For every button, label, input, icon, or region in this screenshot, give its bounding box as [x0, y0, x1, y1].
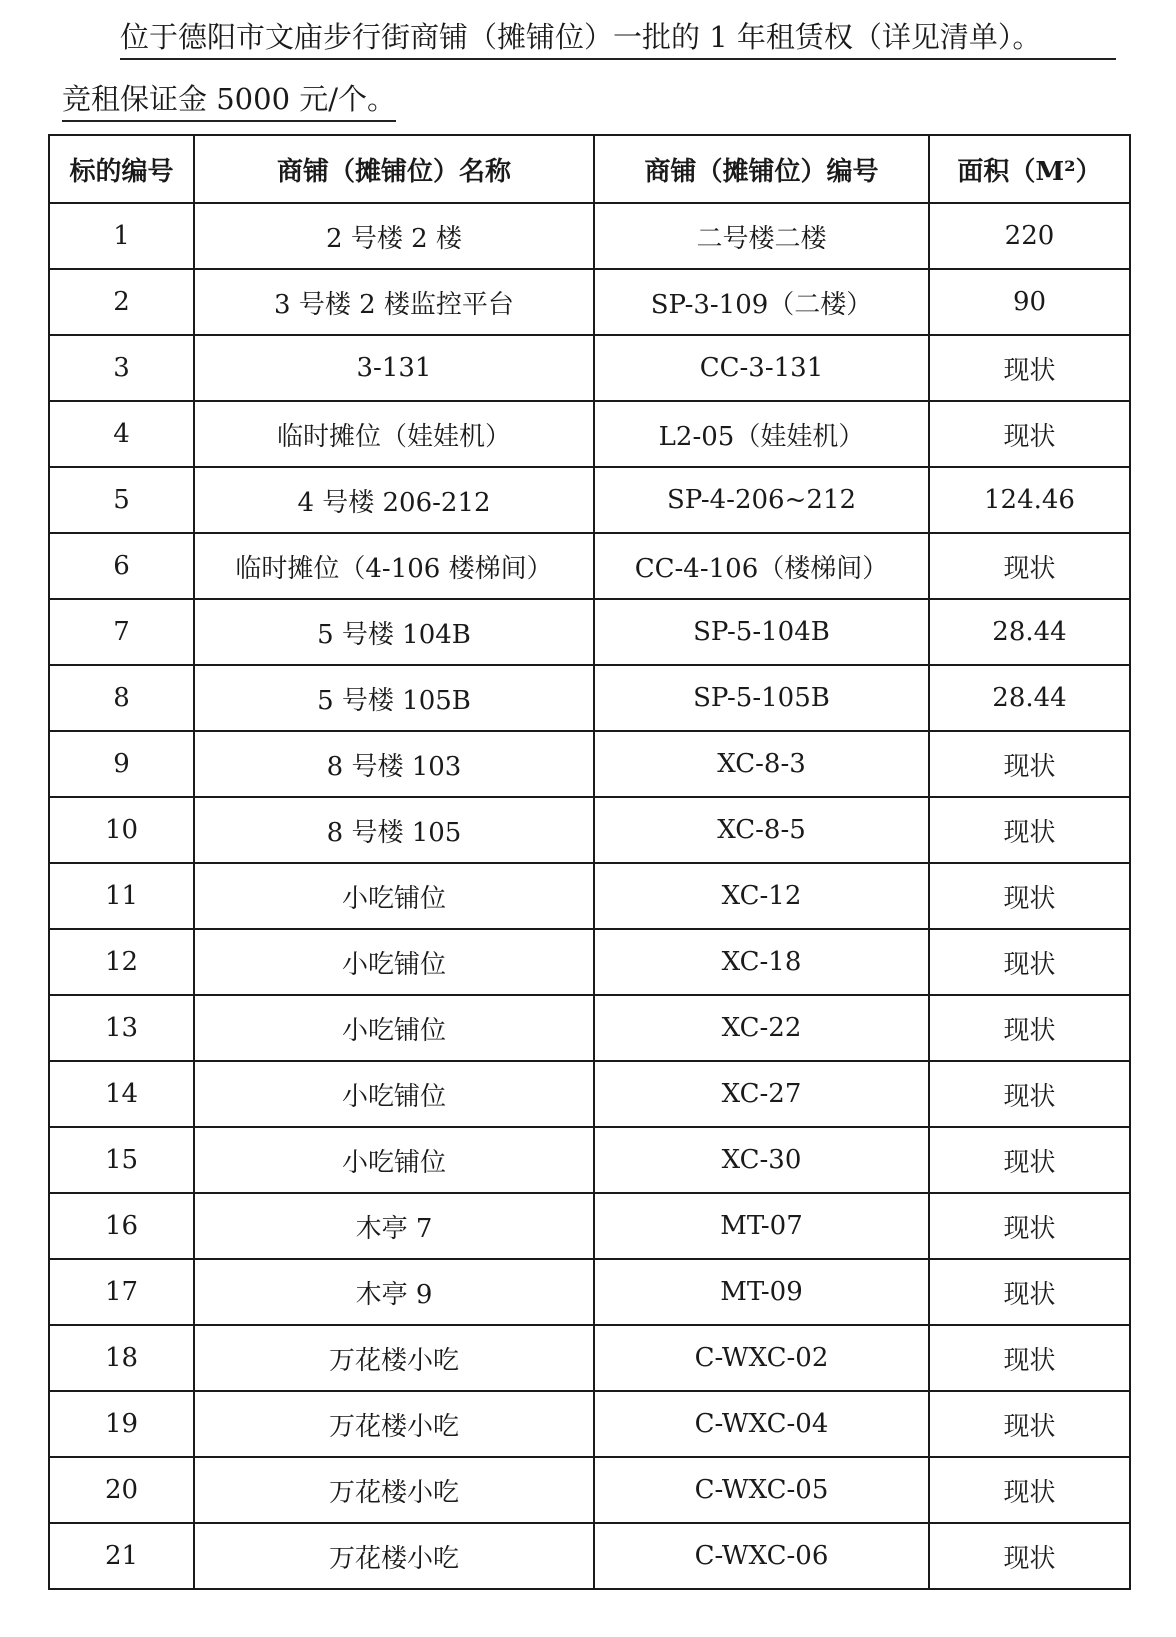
cell-lot-number: 2 — [49, 269, 194, 335]
table-row — [49, 1193, 1130, 1259]
lease-table — [48, 134, 1131, 1590]
cell-shop-name: 小吃铺位 — [194, 929, 594, 995]
cell-shop-code: SP-5-105B — [594, 665, 929, 731]
cell-shop-name: 木亭 7 — [194, 1193, 594, 1259]
cell-lot-number: 18 — [49, 1325, 194, 1391]
cell-area: 现状 — [929, 401, 1130, 467]
cell-lot-number: 14 — [49, 1061, 194, 1127]
cell-shop-code: XC-22 — [594, 995, 929, 1061]
cell-shop-code: L2-05（娃娃机） — [594, 401, 929, 467]
table-row — [49, 863, 1130, 929]
cell-lot-number: 15 — [49, 1127, 194, 1193]
table-row — [49, 269, 1130, 335]
cell-shop-name: 5 号楼 104B — [194, 599, 594, 665]
cell-area: 220 — [929, 203, 1130, 269]
cell-area: 现状 — [929, 1523, 1130, 1589]
cell-shop-code: 二号楼二楼 — [594, 203, 929, 269]
cell-shop-name: 万花楼小吃 — [194, 1391, 594, 1457]
intro-line-1: 位于德阳市文庙步行街商铺（摊铺位）一批的 1 年租赁权（详见清单）。 — [120, 14, 1116, 60]
cell-area: 28.44 — [929, 665, 1130, 731]
header-lot-number: 标的编号 — [49, 135, 194, 203]
table-row — [49, 1061, 1130, 1127]
cell-lot-number: 5 — [49, 467, 194, 533]
cell-lot-number: 7 — [49, 599, 194, 665]
table-row — [49, 203, 1130, 269]
cell-lot-number: 17 — [49, 1259, 194, 1325]
cell-area: 现状 — [929, 797, 1130, 863]
cell-area: 现状 — [929, 533, 1130, 599]
table-row — [49, 1325, 1130, 1391]
cell-lot-number: 16 — [49, 1193, 194, 1259]
table-row — [49, 467, 1130, 533]
cell-shop-name: 8 号楼 105 — [194, 797, 594, 863]
cell-shop-code: C-WXC-06 — [594, 1523, 929, 1589]
cell-area: 现状 — [929, 1193, 1130, 1259]
cell-shop-code: CC-3-131 — [594, 335, 929, 401]
cell-shop-code: XC-18 — [594, 929, 929, 995]
cell-shop-name: 4 号楼 206-212 — [194, 467, 594, 533]
cell-area: 现状 — [929, 1061, 1130, 1127]
cell-lot-number: 13 — [49, 995, 194, 1061]
header-shop-name: 商铺（摊铺位）名称 — [194, 135, 594, 203]
header-area: 面积（M²） — [929, 135, 1130, 203]
cell-area: 现状 — [929, 995, 1130, 1061]
cell-lot-number: 12 — [49, 929, 194, 995]
cell-area: 现状 — [929, 1259, 1130, 1325]
header-shop-code: 商铺（摊铺位）编号 — [594, 135, 929, 203]
table-row — [49, 533, 1130, 599]
cell-lot-number: 20 — [49, 1457, 194, 1523]
cell-area: 现状 — [929, 335, 1130, 401]
cell-shop-name: 临时摊位（娃娃机） — [194, 401, 594, 467]
cell-shop-code: SP-3-109（二楼） — [594, 269, 929, 335]
cell-area: 现状 — [929, 929, 1130, 995]
cell-area: 28.44 — [929, 599, 1130, 665]
cell-area: 现状 — [929, 1127, 1130, 1193]
cell-shop-name: 小吃铺位 — [194, 1127, 594, 1193]
cell-shop-name: 万花楼小吃 — [194, 1523, 594, 1589]
cell-lot-number: 4 — [49, 401, 194, 467]
cell-shop-name: 万花楼小吃 — [194, 1325, 594, 1391]
cell-lot-number: 8 — [49, 665, 194, 731]
cell-lot-number: 1 — [49, 203, 194, 269]
cell-area: 现状 — [929, 731, 1130, 797]
table-row — [49, 731, 1130, 797]
cell-shop-name: 小吃铺位 — [194, 995, 594, 1061]
cell-area: 现状 — [929, 1457, 1130, 1523]
table-row — [49, 1457, 1130, 1523]
cell-area: 现状 — [929, 1325, 1130, 1391]
cell-shop-code: CC-4-106（楼梯间） — [594, 533, 929, 599]
cell-shop-name: 小吃铺位 — [194, 863, 594, 929]
table-row — [49, 1259, 1130, 1325]
cell-shop-name: 小吃铺位 — [194, 1061, 594, 1127]
cell-shop-code: XC-8-3 — [594, 731, 929, 797]
cell-lot-number: 19 — [49, 1391, 194, 1457]
table-header-row — [49, 135, 1130, 203]
table-row — [49, 401, 1130, 467]
cell-area: 124.46 — [929, 467, 1130, 533]
cell-lot-number: 21 — [49, 1523, 194, 1589]
cell-shop-name: 万花楼小吃 — [194, 1457, 594, 1523]
table-row — [49, 1391, 1130, 1457]
cell-shop-code: XC-27 — [594, 1061, 929, 1127]
cell-shop-name: 3-131 — [194, 335, 594, 401]
table-row — [49, 995, 1130, 1061]
table-row — [49, 929, 1130, 995]
cell-shop-code: MT-09 — [594, 1259, 929, 1325]
cell-lot-number: 9 — [49, 731, 194, 797]
cell-shop-code: SP-5-104B — [594, 599, 929, 665]
table-row — [49, 1523, 1130, 1589]
cell-lot-number: 6 — [49, 533, 194, 599]
cell-shop-code: XC-30 — [594, 1127, 929, 1193]
cell-shop-code: C-WXC-04 — [594, 1391, 929, 1457]
cell-area: 90 — [929, 269, 1130, 335]
cell-shop-name: 2 号楼 2 楼 — [194, 203, 594, 269]
table-row — [49, 665, 1130, 731]
cell-shop-code: C-WXC-02 — [594, 1325, 929, 1391]
cell-lot-number: 10 — [49, 797, 194, 863]
cell-shop-name: 3 号楼 2 楼监控平台 — [194, 269, 594, 335]
cell-shop-name: 木亭 9 — [194, 1259, 594, 1325]
cell-lot-number: 3 — [49, 335, 194, 401]
cell-shop-code: XC-8-5 — [594, 797, 929, 863]
table-body — [49, 203, 1130, 1589]
cell-shop-code: XC-12 — [594, 863, 929, 929]
cell-shop-code: C-WXC-05 — [594, 1457, 929, 1523]
cell-shop-name: 临时摊位（4-106 楼梯间） — [194, 533, 594, 599]
cell-shop-code: MT-07 — [594, 1193, 929, 1259]
cell-shop-name: 8 号楼 103 — [194, 731, 594, 797]
cell-lot-number: 11 — [49, 863, 194, 929]
cell-area: 现状 — [929, 863, 1130, 929]
intro-line-2: 竞租保证金 5000 元/个。 — [62, 76, 396, 122]
table-row — [49, 599, 1130, 665]
table-row — [49, 1127, 1130, 1193]
cell-shop-code: SP-4-206~212 — [594, 467, 929, 533]
cell-area: 现状 — [929, 1391, 1130, 1457]
table-row — [49, 335, 1130, 401]
table-row — [49, 797, 1130, 863]
cell-shop-name: 5 号楼 105B — [194, 665, 594, 731]
